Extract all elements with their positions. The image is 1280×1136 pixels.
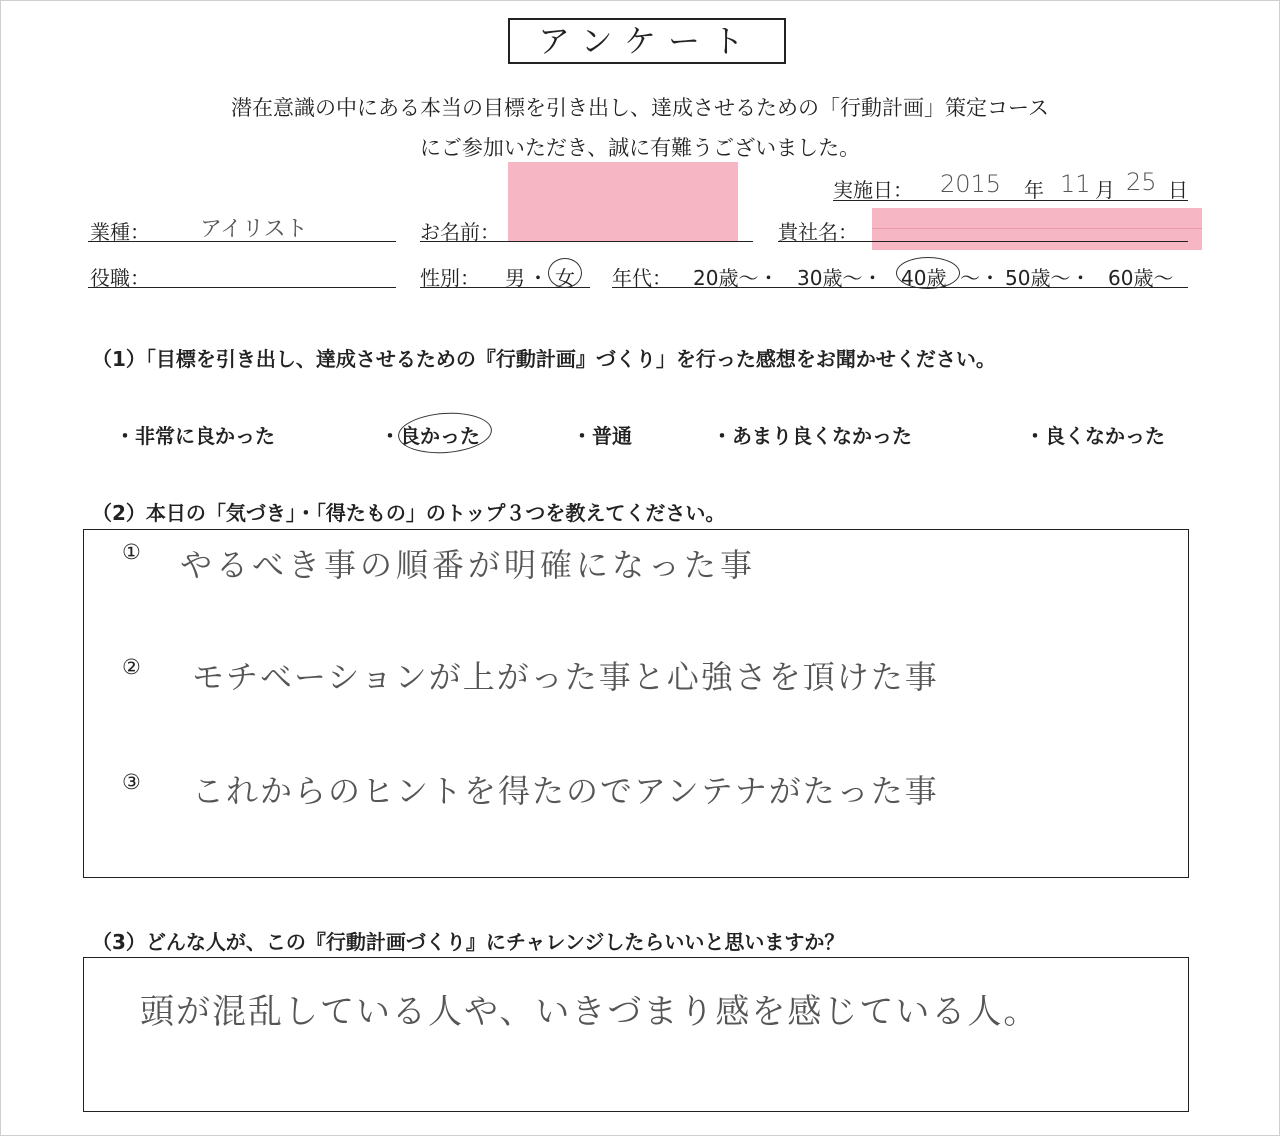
age-20: 20歳～・ xyxy=(693,266,779,290)
age-30: 30歳～・ xyxy=(797,266,883,290)
q2-item-2-number: ② xyxy=(122,655,141,679)
industry-underline xyxy=(88,241,396,242)
q3-answer: 頭が混乱している人や、いきづまり感を感じている人。 xyxy=(140,992,1040,1032)
gender-male: 男 xyxy=(505,266,525,290)
name-redaction xyxy=(508,162,738,242)
intro-line-1: 潜在意識の中にある本当の目標を引き出し、達成させるための「行動計画」策定コース xyxy=(231,96,1049,120)
date-underline xyxy=(833,200,1188,201)
date-year: 2015 xyxy=(940,170,1002,198)
company-underline xyxy=(778,241,1188,242)
q2-item-3-number: ③ xyxy=(122,770,141,794)
age-label: 年代： xyxy=(612,266,672,290)
company-redaction-crease xyxy=(872,228,1202,229)
q1-option-good: ・良かった xyxy=(380,424,480,448)
q2-item-3-answer: これからのヒントを得たのでアンテナがたった事 xyxy=(192,772,939,810)
industry-value: アイリスト xyxy=(200,217,308,242)
position-label: 役職： xyxy=(90,266,150,290)
q2-item-1-number: ① xyxy=(122,540,141,564)
company-label: 貴社名： xyxy=(778,220,858,244)
question-1: （1）「目標を引き出し、達成させるための『行動計画』づくり」を行った感想をお聞かせください。 xyxy=(92,347,996,371)
date-day: 25 xyxy=(1126,168,1157,196)
name-label: お名前： xyxy=(420,220,500,244)
gender-separator: ・ xyxy=(528,266,548,290)
date-label: 実施日： xyxy=(833,178,913,202)
age-50: 50歳～・ xyxy=(1005,266,1091,290)
company-redaction xyxy=(872,208,1202,250)
q3-answer-box xyxy=(83,957,1189,1112)
industry-label: 業種： xyxy=(90,220,150,244)
age-40: 40歳 xyxy=(901,266,947,290)
gender-label: 性別： xyxy=(420,266,480,290)
name-underline xyxy=(420,241,753,242)
date-month: 11 xyxy=(1060,170,1091,198)
q2-item-2-answer: モチベーションが上がった事と心強さを頂けた事 xyxy=(192,658,939,696)
question-3: （3）どんな人が、この『行動計画づくり』にチャレンジしたらいいと思いますか？ xyxy=(92,930,845,954)
intro-line-2: にご参加いただき、誠に有難うございました。 xyxy=(419,136,861,160)
age-underline xyxy=(612,287,1188,288)
q1-option-very-good: ・非常に良かった xyxy=(115,424,275,448)
q2-item-1-answer: やるべき事の順番が明確になった事 xyxy=(180,546,757,584)
q1-option-not-good: ・良くなかった xyxy=(1025,424,1165,448)
date-year-unit: 年 xyxy=(1024,178,1044,202)
question-2: （2）本日の「気づき」・「得たもの」のトップ３つを教えてください。 xyxy=(92,501,726,525)
q1-option-not-very-good: ・あまり良くなかった xyxy=(712,424,912,448)
age-40-circle xyxy=(896,257,960,289)
date-day-unit: 日 xyxy=(1168,178,1188,202)
age-40-tail: ～・ xyxy=(960,266,1000,290)
gender-underline xyxy=(420,287,590,288)
gender-female-circle xyxy=(548,258,582,288)
gender-female: 女 xyxy=(555,266,575,290)
position-underline xyxy=(88,287,396,288)
q1-option-average: ・普通 xyxy=(572,424,632,448)
survey-title: アンケート xyxy=(508,18,786,64)
age-60: 60歳～ xyxy=(1108,266,1174,290)
date-month-unit: 月 xyxy=(1095,178,1115,202)
